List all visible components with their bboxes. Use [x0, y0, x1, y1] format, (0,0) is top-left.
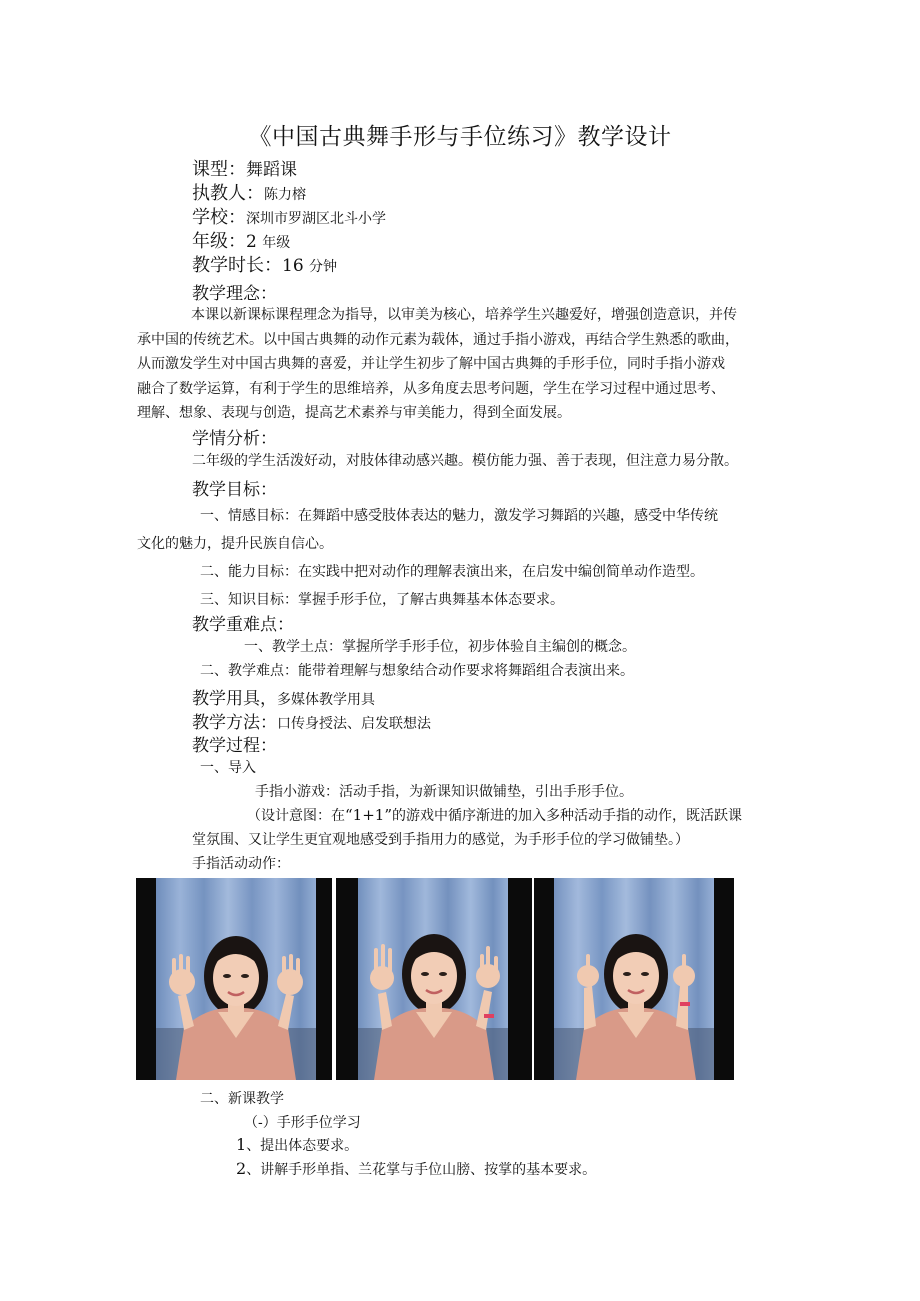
finger-action-photo-3	[534, 878, 734, 1080]
school-row	[192, 206, 386, 231]
philosophy-line: 本课以新课标课程理念为指导，以审美为核心，培养学生兴趣爱好，增强创造意识，并传	[191, 307, 737, 323]
philosophy-line: 理解、想象、表现与创造，提高艺术素养与审美能力，得到全面发展。	[137, 405, 571, 421]
grade-unit: 年级	[262, 235, 291, 251]
school-value: 深圳市罗湖区北斗小学	[246, 211, 386, 227]
methods-heading: 教学方法：	[192, 713, 277, 733]
grade-number: 2	[246, 232, 257, 252]
tools-heading: 教学用具，	[192, 689, 277, 709]
analysis-text: 二年级的学生活泼好动，对肢体律动感兴趣。模仿能力强、善于表现，但注意力易分散。	[192, 453, 738, 469]
tools-value: 多媒体教学用具	[277, 692, 375, 708]
keypoint-difficulty: 二、教学难点：能带着理解与想象结合动作要求将舞蹈组合表演出来。	[200, 663, 634, 679]
finger-game-text: 手指小游戏：活动手指，为新课知识做铺垫，引出手形手位。	[255, 784, 633, 800]
tools-row	[192, 684, 375, 709]
goals-heading: 教学目标：	[192, 480, 277, 500]
process-step-new-lesson: 二、新课教学	[200, 1091, 284, 1107]
process-heading: 教学过程：	[192, 736, 277, 756]
duration-unit: 分钟	[309, 259, 338, 275]
goal-ability: 二、能力目标：在实践中把对动作的理解表演出来，在启发中编创简单动作造型。	[200, 564, 704, 580]
analysis-heading: 学情分析：	[192, 429, 277, 449]
goal-knowledge: 三、知识目标：掌握手形手位，了解古典舞基本体态要求。	[200, 592, 564, 608]
duration-row	[192, 254, 337, 279]
process-step-intro: 一、导入	[200, 760, 256, 776]
keypoint-focus: 一、教学土点：掌握所学手形手位，初步体验自主编创的概念。	[244, 639, 636, 655]
philosophy-line: 融合了数学运算，有利于学生的思维培养，从多角度去思考问题，学生在学习过程中通过思考、	[137, 380, 725, 397]
goal-emotion-line2: 文化的魅力，提升民族自信心。	[137, 536, 333, 552]
finger-action-photos	[136, 878, 734, 1080]
subsection-hand-positions: （-）手形手位学习	[244, 1115, 361, 1131]
philosophy-line: 承中国的传统艺术。以中国古典舞的动作元素为载体，通过手指小游戏，再结合学生熟悉的歌曲，	[137, 331, 739, 348]
grade-row	[192, 230, 290, 255]
goal-emotion-line1: 一、情感目标：在舞蹈中感受肢体表达的魅力，激发学习舞蹈的兴趣，感受中华传统	[200, 508, 718, 524]
keypoints-heading: 教学重难点：	[192, 615, 294, 635]
philosophy-paragraph	[137, 303, 797, 426]
grade-label: 年级：	[192, 231, 246, 252]
finger-action-photo-2	[336, 878, 532, 1080]
design-intent-line1: （设计意图：在“1+1”的游戏中循序渐进的加入多种活动手指的动作，既活跃课	[247, 806, 742, 824]
teacher-row	[192, 182, 306, 207]
course-type-label: 课型：	[192, 159, 246, 180]
document-title: 《中国古典舞手形与手位练习》教学设计	[248, 124, 672, 150]
philosophy-heading: 教学理念：	[192, 284, 277, 304]
duration-number: 16	[282, 256, 304, 276]
course-type-row	[192, 158, 297, 182]
school-label: 学校：	[192, 207, 246, 228]
finger-action-photo-1	[136, 878, 332, 1080]
methods-value: 口传身授法、启发联想法	[277, 716, 431, 732]
duration-label: 教学时长：	[192, 255, 282, 276]
teacher-value: 陈力榕	[264, 187, 306, 203]
finger-actions-caption: 手指活动动作：	[192, 856, 290, 872]
philosophy-line: 从而激发学生对中国古典舞的喜爱，并让学生初步了解中国古典舞的手形手位，同时手指小游戏	[137, 356, 725, 372]
item-hand-form-explanation: 2、讲解手形单指、兰花掌与手位山膀、按掌的基本要求。	[236, 1159, 597, 1178]
course-type-value: 舞蹈课	[246, 160, 297, 180]
item-posture-requirements: 1、提出体态要求。	[236, 1135, 359, 1154]
design-intent-line2: 堂氛围、又让学生更宜观地感受到手指用力的感觉，为手形手位的学习做铺垫。）	[192, 832, 689, 848]
methods-row	[192, 708, 431, 733]
teacher-label: 执教人：	[192, 183, 264, 204]
